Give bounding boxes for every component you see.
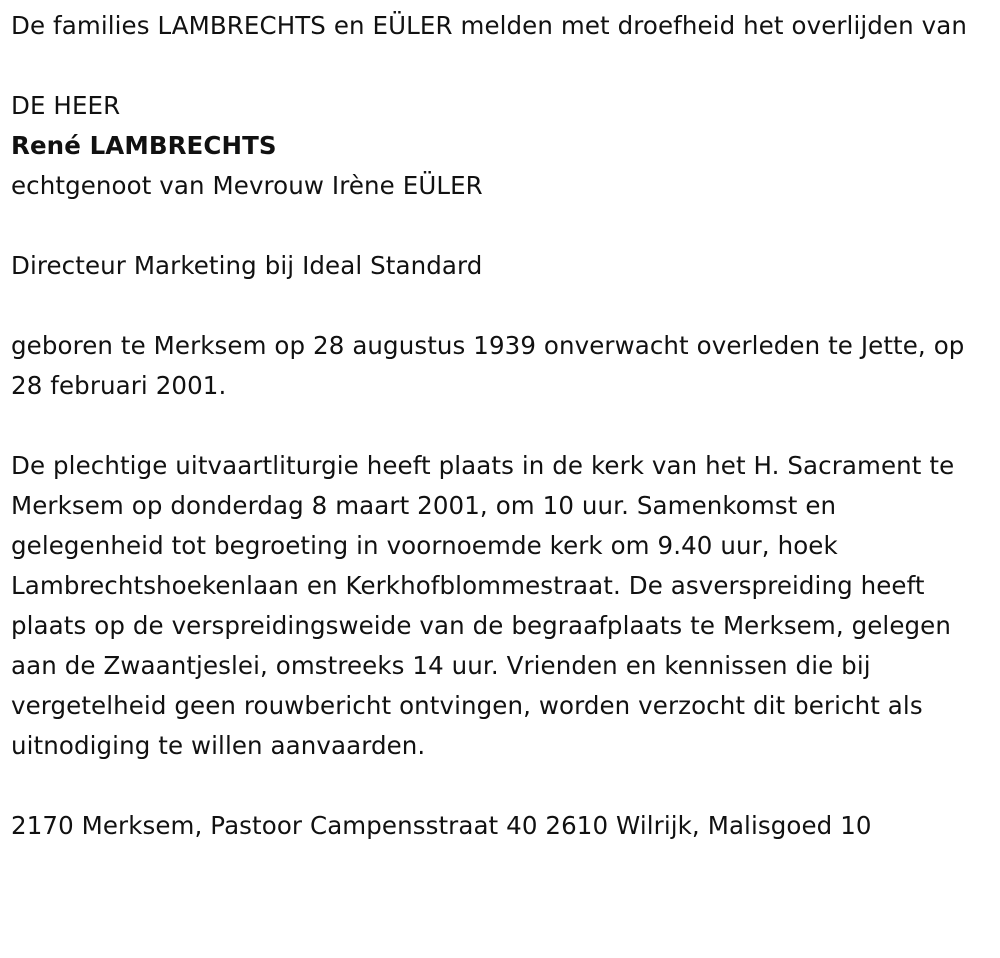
deceased-name: René LAMBRECHTS xyxy=(11,131,277,160)
honorific: DE HEER xyxy=(11,91,121,120)
occupation-text: Directeur Marketing bij Ideal Standard xyxy=(11,251,483,280)
ceremony-text: De plechtige uitvaartliturgie heeft plaats in de kerk van het H. Sacrament te Merksem op donderdag 8 maart 2001, om 10 uur. Samenkomst en gelegenheid tot begroeting in voornoemde kerk om 9.40 uur, hoek Lambrechtshoekenlaan en Kerkhofblommestraat. De asverspreiding heeft plaats op de verspreidingsweide van de begraafplaats te Merksem, gelegen aan de Zwaantjeslei, omstreeks 14 uur. Vrienden en kennissen die bij vergetelheid geen rouwbericht ontvingen, worden verzocht dit bericht als uitnodiging te willen aanvaarden. xyxy=(11,451,955,760)
spacer xyxy=(11,286,996,326)
addresses-text: 2170 Merksem, Pastoor Campensstraat 40 2610 Wilrijk, Malisgoed 10 xyxy=(11,811,872,840)
spacer xyxy=(11,46,996,86)
spouse-text: echtgenoot van Mevrouw Irène EÜLER xyxy=(11,171,483,200)
birth-death-text: geboren te Merksem op 28 augustus 1939 onverwacht overleden te Jette, op 28 februari 2001. xyxy=(11,331,965,400)
spacer xyxy=(11,206,996,246)
intro-text: De families LAMBRECHTS en EÜLER melden met droefheid het overlijden van xyxy=(11,11,967,40)
obituary-notice xyxy=(11,6,996,846)
spacer xyxy=(11,766,996,806)
spacer xyxy=(11,406,996,446)
